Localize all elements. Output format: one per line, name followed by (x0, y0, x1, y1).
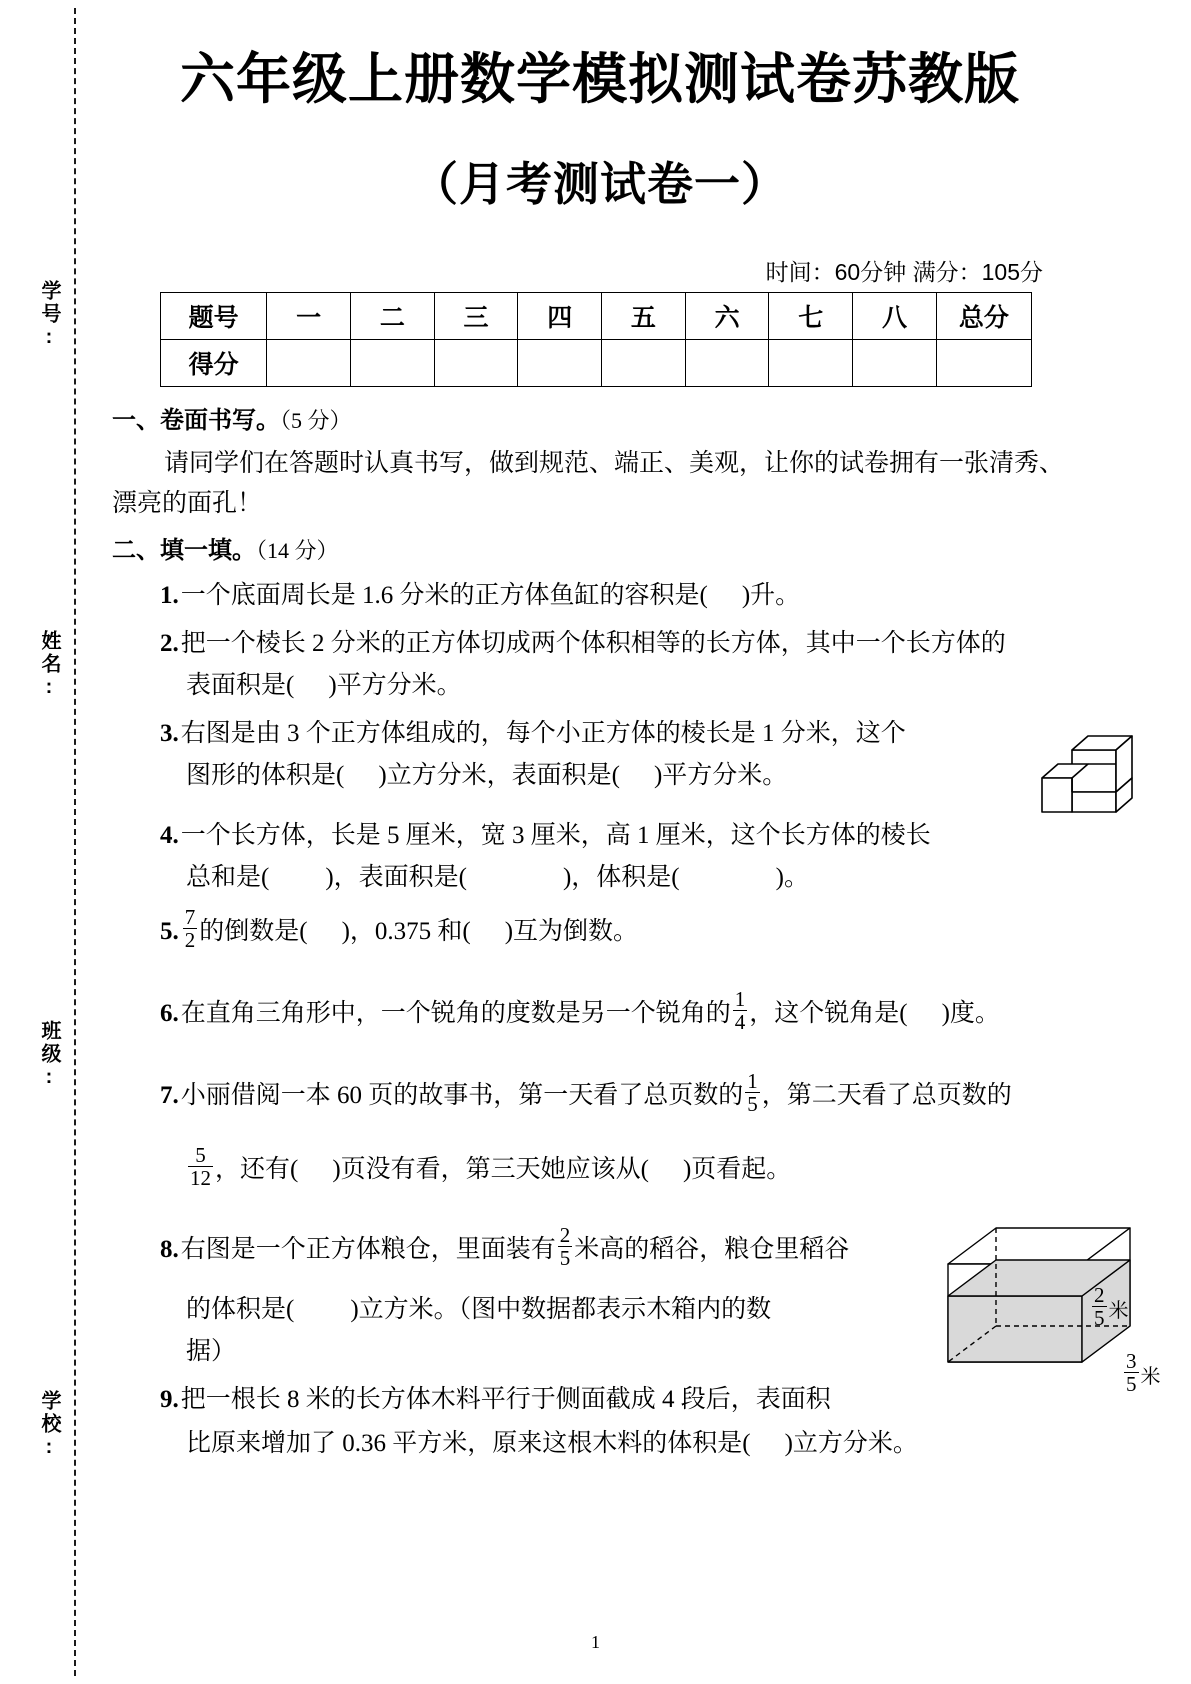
figure-three-cubes (1040, 714, 1160, 819)
question-9-text-1: 把一根长 8 米的长方体木料平行于侧面截成 4 段后，表面积 (180, 1386, 831, 1413)
score-col-8: 八 (853, 293, 937, 340)
question-8-text-1b: 米高的稻谷，粮仓里稻谷 (574, 1235, 850, 1263)
section-2-points: （14 分） (256, 538, 339, 563)
score-cell-5[interactable] (602, 340, 686, 387)
question-6 (160, 987, 1000, 1035)
score-cell-3[interactable] (434, 340, 518, 387)
question-5-text-c: )互为倒数。 (504, 917, 639, 945)
score-col-6: 六 (685, 293, 769, 340)
page-subtitle: （月考测试卷一） (412, 158, 788, 210)
score-table-row-label-score: 得分 (161, 340, 267, 387)
question-1 (160, 576, 800, 616)
question-3-text-2c: )平方分米。 (653, 762, 788, 789)
question-8-text-2a: 的体积是( (186, 1296, 295, 1323)
fraction-denominator: 2 (184, 928, 196, 953)
score-cell-7[interactable] (769, 340, 853, 387)
question-7-line-1 (160, 1069, 1012, 1117)
question-2-number: 2. (160, 630, 179, 657)
question-9-line-2 (186, 1424, 918, 1464)
question-7-number: 7. (160, 1081, 179, 1109)
question-9-number: 9. (160, 1386, 179, 1413)
score-col-2: 二 (351, 293, 435, 340)
score-table-row-label: 题号 (161, 293, 267, 340)
question-5-text-b: )，0.375 和( (341, 917, 471, 945)
question-7-text-2c: )页看起。 (682, 1155, 792, 1183)
question-8-line-3: 据） (186, 1338, 237, 1365)
fraction-seven-halves (183, 906, 198, 951)
question-5-text-a: 的倒数是( (199, 917, 308, 945)
binding-dashed-line (74, 8, 76, 1676)
question-3-text-2b: )立方分米，表面积是( (378, 762, 620, 789)
fraction-numerator: 2 (559, 1223, 571, 1247)
score-cell-8[interactable] (853, 340, 937, 387)
question-4-text-2a: 总和是( (186, 864, 270, 891)
fraction-denominator: 5 (1126, 1372, 1137, 1397)
question-5 (160, 905, 639, 953)
section-1-body-line-1 (112, 444, 1064, 484)
question-5-number: 5. (160, 917, 179, 945)
score-cell-2[interactable] (351, 340, 435, 387)
section-1-body-line-2: 漂亮的面孔！ (112, 490, 263, 517)
question-8-text-2b: )立方米。（图中数据都表示木箱内的数 (350, 1296, 772, 1323)
fraction-numerator: 1 (747, 1069, 758, 1093)
section-1-points: （5 分） (280, 408, 352, 433)
question-4-line-1 (160, 816, 931, 856)
table-row-header (161, 293, 1032, 340)
question-2-line-1 (160, 624, 1006, 664)
question-4-text-2d: )。 (775, 864, 809, 891)
question-3-text-2a: 图形的体积是( (186, 762, 345, 789)
fraction-numerator: 5 (195, 1143, 206, 1167)
question-1-text-a: 一个底面周长是 1.6 分米的正方体鱼缸的容积是( (180, 582, 708, 609)
score-cell-1[interactable] (267, 340, 351, 387)
fraction-denominator: 12 (190, 1166, 211, 1191)
question-6-number: 6. (160, 999, 179, 1027)
question-8-line-1 (160, 1223, 850, 1271)
question-2-line-2 (186, 666, 462, 706)
question-3-line-2 (186, 756, 787, 796)
fraction-one-fourth (733, 988, 748, 1033)
table-row-score (161, 340, 1032, 387)
granary-base-unit: 米 (1140, 1365, 1161, 1388)
sidebar-label-student-id: 学号: (38, 280, 60, 351)
score-table (160, 292, 1032, 387)
question-6-text-c: )度。 (941, 999, 1000, 1027)
score-cell-6[interactable] (685, 340, 769, 387)
section-1-title: 一、卷面书写。 (112, 407, 280, 434)
sidebar-label-name: 姓名: (38, 630, 60, 701)
question-6-text-a: 在直角三角形中，一个锐角的度数是另一个锐角的 (180, 999, 731, 1027)
question-4-number: 4. (160, 822, 179, 849)
fraction-denominator: 4 (734, 1010, 746, 1035)
question-3-line-1 (160, 714, 906, 754)
granary-height-label (1090, 1283, 1129, 1331)
three-cube-solid-icon (1040, 714, 1160, 814)
question-2-text-2b: )平方分米。 (328, 672, 462, 699)
score-col-3: 三 (434, 293, 518, 340)
granary-height-fraction (1092, 1284, 1107, 1329)
question-7-text-1a: 小丽借阅一本 60 页的故事书，第一天看了总页数的 (180, 1081, 744, 1109)
question-4-line-2 (186, 858, 809, 898)
question-7-line-2 (186, 1143, 792, 1191)
fraction-denominator: 5 (559, 1246, 571, 1271)
question-3-number: 3. (160, 720, 179, 747)
page-title: 六年级上册数学模拟测试卷苏教版 (179, 48, 1020, 110)
question-9-line-1 (160, 1380, 831, 1420)
question-2-text-2a: 表面积是( (186, 672, 295, 699)
section-2-title: 二、填一填。 (112, 537, 256, 564)
question-7-text-2b: )页没有看，第三天她应该从( (332, 1155, 649, 1183)
section-heading-1 (112, 400, 352, 435)
question-7-text-2a: ，还有( (215, 1155, 299, 1183)
question-9-text-2b: )立方分米。 (784, 1430, 918, 1457)
section-heading-2 (112, 530, 339, 565)
section-1-text-1: 请同学们在答题时认真书写，做到规范、端正、美观，让你的试卷拥有一张清秀、 (164, 450, 1065, 477)
question-4-text-1: 一个长方体，长是 5 厘米，宽 3 厘米，高 1 厘米，这个长方体的棱长 (180, 822, 931, 849)
question-2-text-1: 把一个棱长 2 分米的正方体切成两个体积相等的长方体，其中一个长方体的 (180, 630, 1006, 657)
fraction-five-twelfths (188, 1144, 213, 1189)
score-col-total: 总分 (936, 293, 1031, 340)
score-col-4: 四 (518, 293, 602, 340)
score-cell-4[interactable] (518, 340, 602, 387)
fraction-numerator: 7 (184, 905, 196, 929)
question-4-text-2c: )，体积是( (562, 864, 680, 891)
fraction-denominator: 5 (747, 1092, 758, 1117)
fraction-numerator: 3 (1126, 1349, 1137, 1373)
question-9-text-2a: 比原来增加了 0.36 平方米，原来这根木料的体积是( (186, 1430, 751, 1457)
fraction-one-fifth (745, 1070, 760, 1115)
page-number: 1 (591, 1632, 600, 1652)
question-8-text-1a: 右图是一个正方体粮仓，里面装有 (180, 1235, 556, 1263)
score-cell-total[interactable] (936, 340, 1031, 387)
score-col-5: 五 (602, 293, 686, 340)
score-col-7: 七 (769, 293, 853, 340)
exam-meta: 时间：60分钟 满分：105分 (765, 259, 1043, 285)
granary-base-label (1122, 1349, 1161, 1397)
fraction-two-fifths (558, 1224, 573, 1269)
fraction-denominator: 5 (1094, 1306, 1105, 1331)
question-1-number: 1. (160, 582, 179, 609)
question-7-text-1b: ，第二天看了总页数的 (761, 1081, 1012, 1109)
question-1-text-b: )升。 (741, 582, 801, 609)
question-8-line-2 (186, 1290, 771, 1330)
fraction-numerator: 2 (1094, 1283, 1105, 1307)
fraction-numerator: 1 (734, 987, 746, 1011)
sidebar-label-school: 学校: (38, 1390, 60, 1461)
question-8-number: 8. (160, 1235, 179, 1263)
score-col-1: 一 (267, 293, 351, 340)
granary-height-unit: 米 (1108, 1299, 1129, 1322)
granary-base-fraction (1124, 1350, 1139, 1395)
question-6-text-b: ，这个锐角是( (749, 999, 908, 1027)
sidebar-label-class: 班级: (38, 1020, 60, 1091)
question-4-text-2b: )，表面积是( (325, 864, 467, 891)
question-3-text-1: 右图是由 3 个正方体组成的，每个小正方体的棱长是 1 分米，这个 (180, 720, 906, 747)
